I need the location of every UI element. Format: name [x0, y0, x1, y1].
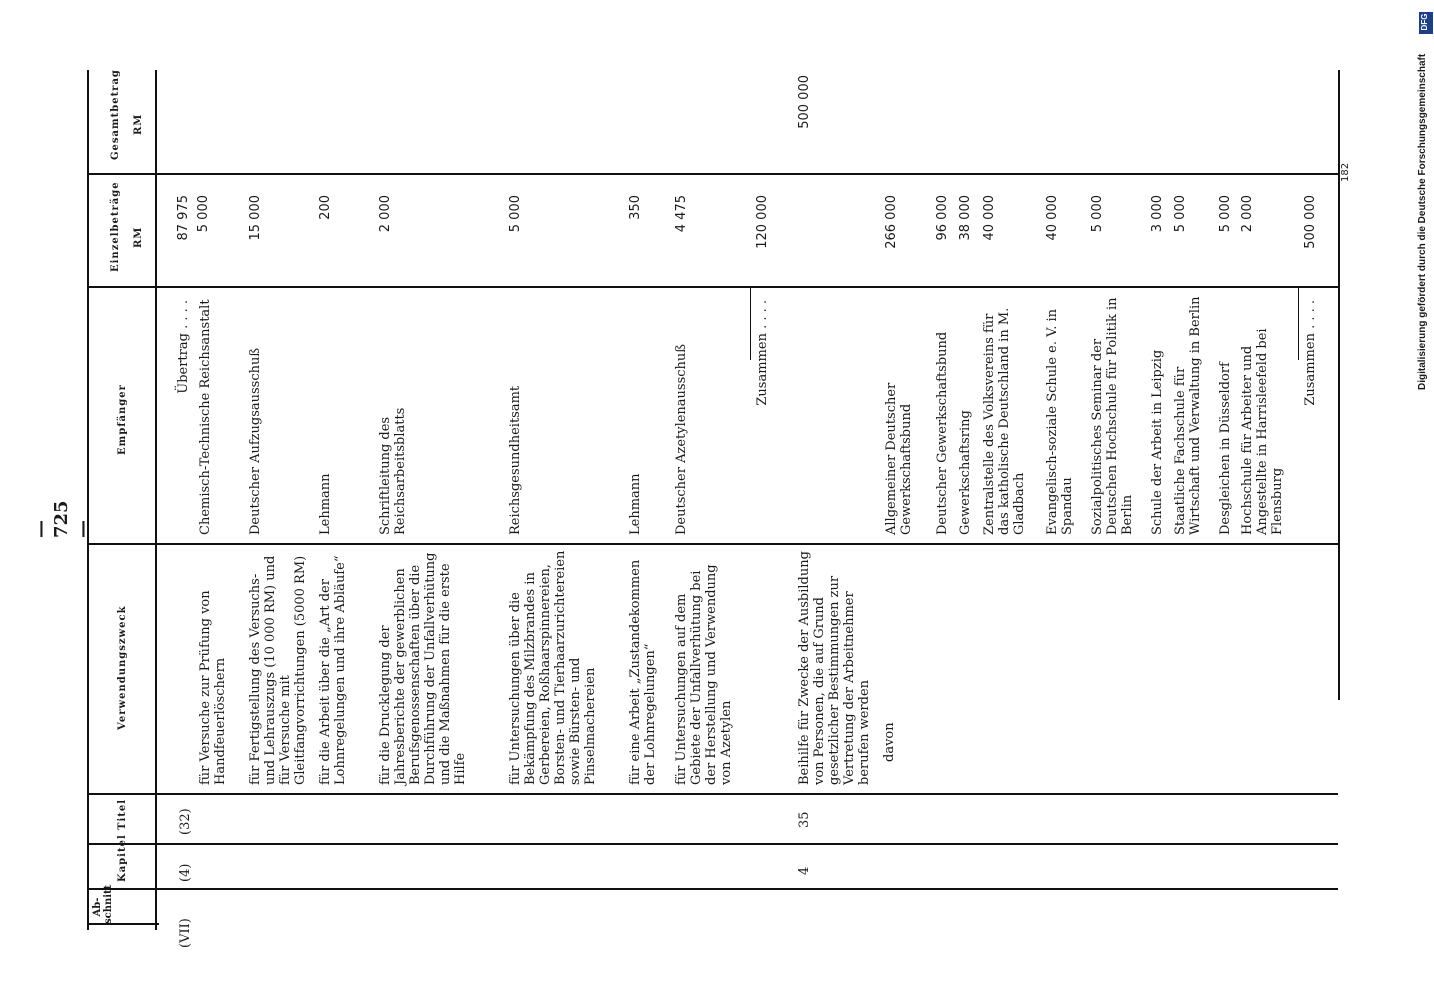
rotated-document-page [0, 60, 1434, 1000]
digitization-footer [1417, 0, 1434, 1000]
subtotal2-line [1298, 288, 1299, 360]
header-empfaenger: Empfänger [117, 384, 128, 455]
col-divider-zweck [87, 793, 1338, 795]
betrag-row-3: 200 [318, 195, 333, 220]
betrag-row-7: 4 475 [674, 195, 689, 233]
zweck-row-5: für Untersuchungen über die Bekämpfung des Milzbrandes in Gerbereien, Roßhaarspinnereien, Borsten- und Tierhaarzurichtereien sowie Bürsten- und Pinselmachereien [508, 550, 598, 785]
empfaenger-row-1: Chemisch-Technische Reichsanstalt [198, 299, 213, 535]
zweck-row-3: für die Arbeit über die „Art der Lohnregelungen und ihre Abläufe“ [318, 555, 348, 785]
zweck-row-4: für die Drucklegung der Jahresberichte der gewerblichen Berufsgenossenschaften über die Durchführung der Unfallverhütung und die Maßnahmen für die erste Hilfe [378, 552, 468, 785]
empfaenger-row-4: Schriftleitung des Reichsarbeitsblatts [378, 407, 408, 535]
betrag-s2-5: 40 000 [1045, 195, 1060, 241]
betrag-s2-9: 5 000 [1218, 195, 1233, 233]
davon-label: davon [882, 722, 897, 762]
col-divider-kapitel [87, 888, 1338, 890]
betrag-row-4: 2 000 [378, 195, 393, 233]
titel-value: (32) [178, 808, 193, 835]
zusammen-value-1: 120 000 [755, 195, 770, 249]
zweck-row-6: für eine Arbeit „Zustandekommen der Lohnregelungen“ [628, 559, 658, 785]
gesamtbetrag-section2: 500 000 [797, 75, 812, 129]
empfaenger-row-7: Deutscher Azetylenausschuß [674, 344, 689, 535]
page-number: — 725 — [30, 500, 93, 538]
header-separator [155, 70, 157, 930]
col-divider-titel [87, 843, 1338, 845]
kapitel-value: (4) [178, 863, 193, 882]
empfaenger-s2-5: Evangelisch-soziale Schule e. V. in Spandau [1045, 308, 1075, 535]
empfaenger-s2-2: Deutscher Gewerkschaftsbund [935, 331, 950, 535]
header-gesamtbetrag: Gesamtbetrag [110, 69, 121, 160]
empfaenger-s2-7: Schule der Arbeit in Leipzig [1150, 349, 1165, 535]
empfaenger-row-2: Deutscher Aufzugsausschuß [248, 347, 263, 535]
kapitel-value-2: 4 [797, 866, 812, 875]
header-abschnitt: Ab- schnitt [92, 884, 114, 924]
betrag-row-5: 5 000 [508, 195, 523, 233]
betrag-s2-6: 5 000 [1090, 195, 1105, 233]
betrag-row-1: 5 000 [196, 195, 211, 233]
zusammen-label-2: Zusammen . . . . [1303, 300, 1318, 406]
col-divider-gesamt-body [155, 173, 1338, 175]
subtotal1-line [750, 288, 751, 360]
titel-value-2: 35 [797, 811, 812, 828]
col-divider-einzel [87, 286, 1338, 288]
side-page-number: 182 [1340, 162, 1351, 182]
empfaenger-s2-10: Hochschule für Arbeiter und Angestellte in Harrisleefeld bei Flensburg [1240, 328, 1285, 535]
header-titel: Titel [117, 798, 128, 830]
betrag-s2-8: 5 000 [1173, 195, 1188, 233]
uebertrag-label: Übertrag . . . . [176, 300, 191, 394]
empfaenger-s2-9: Desgleichen in Düsseldorf [1218, 362, 1233, 535]
header-verwendungszweck: Verwendungszweck [117, 605, 128, 730]
betrag-s2-4: 40 000 [982, 195, 997, 241]
zweck-row-1: für Versuche zur Prüfung von Handfeuerlöschern [198, 590, 228, 785]
abschnitt-value: (VII) [178, 918, 193, 948]
table-left-border [87, 70, 89, 930]
betrag-row-2: 15 000 [248, 195, 263, 241]
empfaenger-row-3: Lehmann [318, 473, 333, 535]
zweck-row-2: für Fertigstellung des Versuchs- und Lehrauszugs (10 000 RM) und für Versuche mit Gleitfangvorrichtungen (5000 RM) [248, 555, 308, 785]
dfg-logo: DFG [1419, 12, 1433, 34]
zweck-section2: Beihilfe für Zwecke der Ausbildung von Personen, die auf Grund gesetzlicher Bestimmungen zur Vertretung der Arbeitnehmer berufen werden [797, 551, 872, 785]
uebertrag-value: 87 975 [176, 195, 191, 241]
betrag-s2-2: 96 000 [935, 195, 950, 241]
header-einzelbetraege: Einzelbeträge [110, 181, 121, 272]
zusammen-value-2: 500 000 [1303, 195, 1318, 249]
betrag-row-6: 350 [628, 195, 643, 220]
empfaenger-row-5: Reichsgesundheitsamt [508, 385, 523, 535]
header-einzel-unit: RM [133, 226, 144, 248]
empfaenger-s2-1: Allgemeiner Deutscher Gewerkschaftsbund [884, 382, 914, 535]
header-gesamt-unit: RM [133, 113, 144, 135]
col-divider-empfaenger [87, 543, 1338, 545]
zusammen-label-1: Zusammen . . . . [755, 300, 770, 406]
betrag-s2-7: 3 000 [1150, 195, 1165, 233]
empfaenger-s2-3: Gewerkschaftsring [958, 410, 973, 535]
empfaenger-row-6: Lehmann [628, 473, 643, 535]
empfaenger-s2-8: Staatliche Fachschule für Wirtschaft und Verwaltung in Berlin [1173, 296, 1203, 535]
empfaenger-s2-6: Sozialpolitisches Seminar der Deutschen Hochschule für Politik in Berlin [1090, 297, 1135, 535]
header-kapitel: Kapitel [117, 834, 128, 882]
betrag-s2-1: 266 000 [884, 195, 899, 249]
footer-text: Digitalisierung gefördert durch die Deutsche Forschungsgemeinschaft [1417, 53, 1428, 390]
betrag-s2-3: 38 000 [958, 195, 973, 241]
empfaenger-s2-4: Zentralstelle des Volksvereins für das katholische Deutschland in M. Gladbach [982, 307, 1027, 535]
betrag-s2-10: 2 000 [1240, 195, 1255, 233]
zweck-row-7: für Untersuchungen auf dem Gebiete der Unfallverhütung bei der Herstellung und Verwendung von Azetylen [674, 564, 734, 785]
